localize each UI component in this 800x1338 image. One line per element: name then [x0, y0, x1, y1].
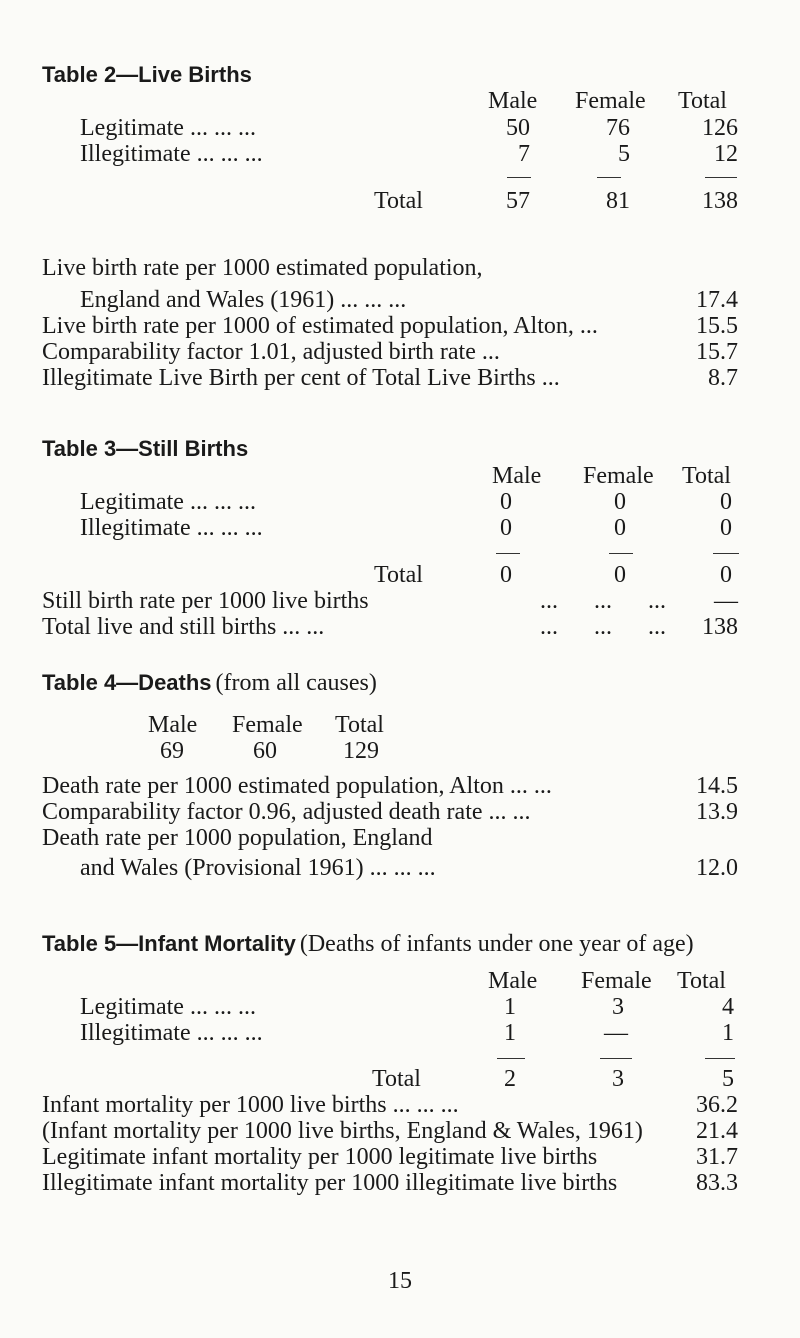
table5-title: Table 5—Infant Mortality	[42, 931, 296, 956]
table5-row-label: Legitimate ... ... ...	[80, 994, 256, 1020]
table4-col-total: Total	[335, 712, 384, 738]
table2-cell: 76	[606, 115, 630, 141]
table3-total-label: Total	[374, 562, 423, 588]
table3-total-cell: 0	[500, 562, 512, 588]
table4-col-female: Female	[232, 712, 303, 738]
table2-stat-label: Live birth rate per 1000 of estimated population, Alton, ...	[42, 313, 598, 339]
table5-cell: 4	[722, 994, 734, 1020]
table2-stat-label: Illegitimate Live Birth per cent of Total Live Births ...	[42, 365, 560, 391]
table2-col-female: Female	[575, 88, 646, 114]
table5-col-total: Total	[677, 968, 726, 994]
table5-rule	[497, 1058, 525, 1059]
table2-cell: 5	[618, 141, 630, 167]
table5-stat-label: (Infant mortality per 1000 live births, England & Wales, 1961)	[42, 1118, 643, 1144]
table5-cell: 1	[504, 994, 516, 1020]
table4-stat-label: and Wales (Provisional 1961) ... ... ...	[80, 855, 436, 881]
table5-title-suffix: (Deaths of infants under one year of age)	[299, 931, 694, 957]
table5-row-label: Illegitimate ... ... ...	[80, 1020, 263, 1046]
table5-stat-value: 83.3	[696, 1170, 738, 1196]
table3-cell: 0	[500, 515, 512, 541]
table3-stat-value: 138	[702, 614, 738, 640]
table3-stat-dots: ... ... ...	[540, 588, 666, 614]
table5-total-label: Total	[372, 1066, 421, 1092]
table3-col-male: Male	[492, 463, 542, 489]
table2-total-cell: 138	[702, 188, 738, 214]
table3-stat-dots: ... ... ...	[540, 614, 666, 640]
table2-cell: 126	[702, 115, 738, 141]
table5-total-cell: 5	[722, 1066, 734, 1092]
table4-stat-label: Death rate per 1000 population, England	[42, 825, 433, 851]
table4-total: 129	[343, 738, 379, 764]
table2-stat-value: 17.4	[696, 287, 738, 313]
table5-stat-label: Legitimate infant mortality per 1000 legitimate live births	[42, 1144, 598, 1170]
table2-total-cell: 57	[506, 188, 530, 214]
table5-cell: 1	[722, 1020, 734, 1046]
table2-rule	[507, 177, 531, 178]
table4-male: 69	[160, 738, 184, 764]
table3-title: Table 3—Still Births	[42, 436, 249, 461]
table2-stat-label: England and Wales (1961) ... ... ...	[80, 287, 407, 313]
table5-rule	[600, 1058, 632, 1059]
table5-stat-value: 31.7	[696, 1144, 738, 1170]
table2-row-label: Legitimate ... ... ...	[80, 115, 256, 141]
table5-col-male: Male	[488, 968, 538, 994]
table2-stat-label: Comparability factor 1.01, adjusted birth rate ...	[42, 339, 500, 365]
page-number: 15	[388, 1268, 412, 1294]
table2-total-cell: 81	[606, 188, 630, 214]
table4-heading	[42, 670, 377, 697]
table4-stat-label: Comparability factor 0.96, adjusted death rate ... ...	[42, 799, 531, 825]
table3-col-female: Female	[583, 463, 654, 489]
table3-rule	[713, 553, 739, 554]
table3-total-cell: 0	[614, 562, 626, 588]
table5-stat-label: Illegitimate infant mortality per 1000 illegitimate live births	[42, 1170, 618, 1196]
table2-rule	[597, 177, 621, 178]
table3-cell: 0	[614, 515, 626, 541]
table5-rule	[705, 1058, 735, 1059]
table5-stat-value: 36.2	[696, 1092, 738, 1118]
table3-rule	[609, 553, 633, 554]
table3-stat-label: Total live and still births ... ...	[42, 614, 325, 640]
table2-row-label: Illegitimate ... ... ...	[80, 141, 263, 167]
table5-stat-value: 21.4	[696, 1118, 738, 1144]
table4-female: 60	[253, 738, 277, 764]
table2-rule	[705, 177, 737, 178]
table4-stat-value: 13.9	[696, 799, 738, 825]
table2-col-total: Total	[678, 88, 727, 114]
table5-stat-label: Infant mortality per 1000 live births ... ... ...	[42, 1092, 459, 1118]
table3-stat-value: —	[714, 588, 738, 614]
table2-col-male: Male	[488, 88, 538, 114]
table3-cell: 0	[614, 489, 626, 515]
table3-cell: 0	[720, 515, 732, 541]
table4-stat-value: 12.0	[696, 855, 738, 881]
table3-cell: 0	[720, 489, 732, 515]
table2-stat-label: Live birth rate per 1000 estimated population,	[42, 255, 483, 281]
table3-rule	[496, 553, 520, 554]
table5-heading	[42, 931, 694, 958]
table2-cell: 7	[518, 141, 530, 167]
table3-col-total: Total	[682, 463, 731, 489]
table3-row-label: Legitimate ... ... ...	[80, 489, 256, 515]
table3-row-label: Illegitimate ... ... ...	[80, 515, 263, 541]
table2-stat-value: 15.7	[696, 339, 738, 365]
table2-cell: 12	[714, 141, 738, 167]
table4-stat-label: Death rate per 1000 estimated population, Alton ... ...	[42, 773, 552, 799]
table2-cell: 50	[506, 115, 530, 141]
table5-total-cell: 3	[612, 1066, 624, 1092]
table2-total-label: Total	[374, 188, 423, 214]
table5-total-cell: 2	[504, 1066, 516, 1092]
table3-cell: 0	[500, 489, 512, 515]
table2-title: Table 2—Live Births	[42, 62, 252, 87]
table4-title: Table 4—Deaths	[42, 670, 212, 695]
table3-stat-label: Still birth rate per 1000 live births	[42, 588, 369, 614]
table2-stat-value: 15.5	[696, 313, 738, 339]
table5-cell: 1	[504, 1020, 516, 1046]
table5-cell: —	[604, 1020, 628, 1046]
table2-stat-value: 8.7	[708, 365, 738, 391]
table4-stat-value: 14.5	[696, 773, 738, 799]
table5-col-female: Female	[581, 968, 652, 994]
table3-total-cell: 0	[720, 562, 732, 588]
table4-title-suffix: (from all causes)	[215, 670, 377, 696]
table5-cell: 3	[612, 994, 624, 1020]
table4-col-male: Male	[148, 712, 198, 738]
